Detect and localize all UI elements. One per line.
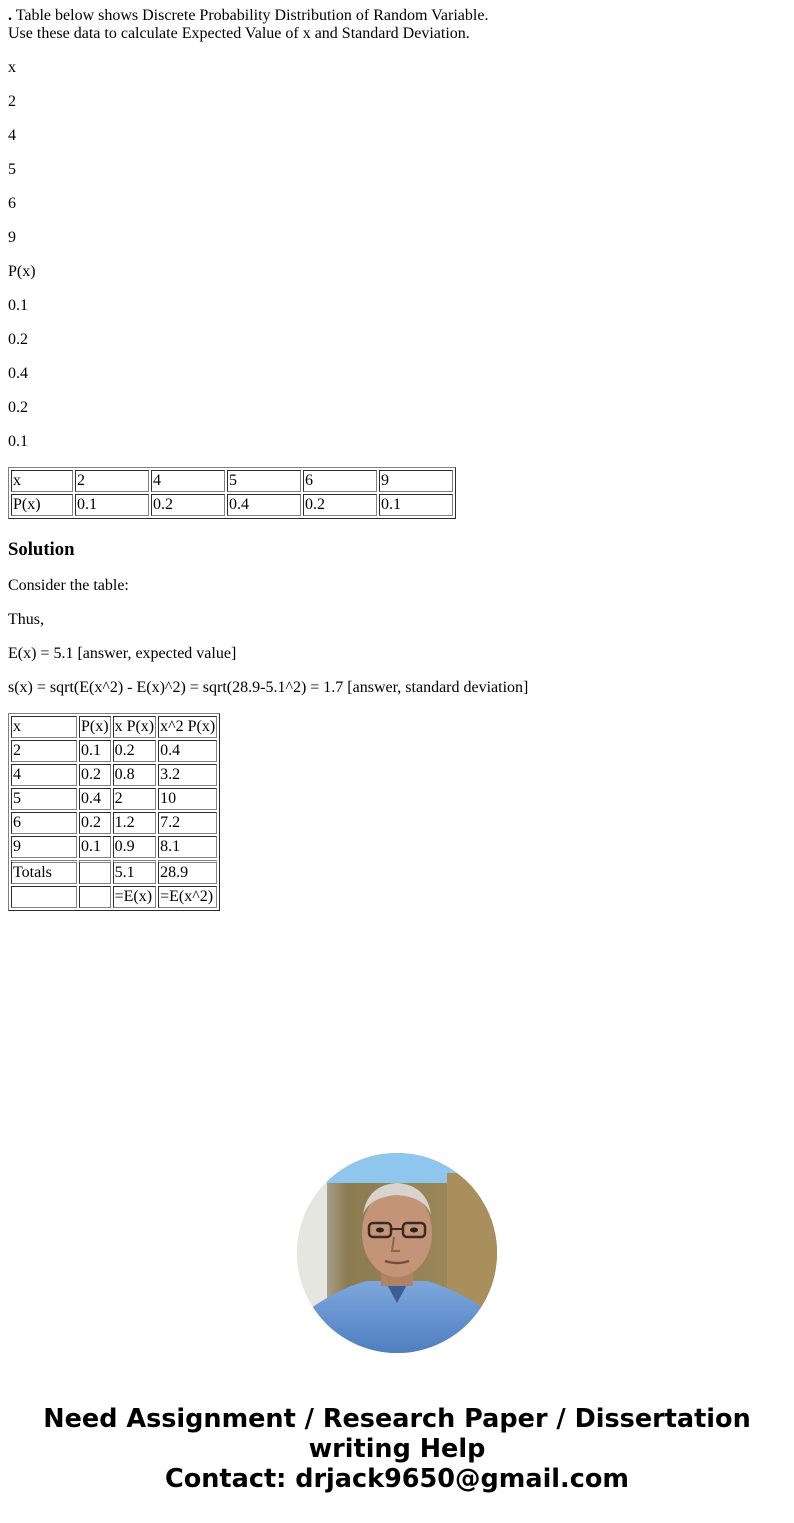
question-text (8, 7, 778, 43)
solution-heading: Solution (8, 539, 75, 560)
table-cell: 2 (75, 470, 149, 492)
table-header-cell: x^2 P(x) (158, 716, 217, 738)
table-cell: 1.2 (113, 812, 157, 834)
table-cell: 8.1 (158, 836, 217, 858)
table-cell: 0.2 (303, 494, 377, 516)
table-cell: 0.9 (113, 836, 157, 858)
table-cell: 9 (379, 470, 453, 492)
question-prefix: . (8, 7, 12, 24)
promo-contact: Contact: drjack9650@gmail.com (165, 1464, 629, 1494)
table-cell: 6 (303, 470, 377, 492)
plain-value: 6 (8, 195, 16, 212)
author-photo-icon (297, 1153, 497, 1353)
plain-value: 0.2 (8, 331, 28, 348)
table-cell (79, 886, 111, 908)
table-cell: 7.2 (158, 812, 217, 834)
solution-consider: Consider the table: (8, 577, 129, 594)
table-row (11, 470, 453, 492)
promo-line-2: writing Help (308, 1434, 486, 1464)
plain-value: P(x) (8, 263, 36, 280)
table-cell: 5 (11, 788, 77, 810)
expected-value-line: E(x) = 5.1 [answer, expected value] (8, 645, 237, 662)
table-row (11, 788, 217, 810)
table-cell: =E(x^2) (158, 886, 217, 908)
table-header-row (11, 716, 217, 738)
table-row (11, 812, 217, 834)
question-line-1: Table below shows Discrete Probability Distribution of Random Variable. (12, 7, 489, 24)
table-cell: 9 (11, 836, 77, 858)
table-cell: 0.8 (113, 764, 157, 786)
table-cell (11, 886, 77, 908)
plain-value: 0.2 (8, 399, 28, 416)
promo-line-1: Need Assignment / Research Paper / Dissertation (43, 1404, 751, 1434)
table-cell: 28.9 (158, 860, 217, 884)
plain-value: 0.1 (8, 297, 28, 314)
author-avatar (297, 1153, 497, 1353)
table-cell: 0.2 (79, 764, 111, 786)
table-cell: 0.2 (151, 494, 225, 516)
plain-value: 0.1 (8, 433, 28, 450)
solution-thus: Thus, (8, 611, 44, 628)
notes-row (11, 886, 217, 908)
table-cell: =E(x) (113, 886, 157, 908)
table-row (11, 836, 217, 858)
table-cell: 4 (151, 470, 225, 492)
plain-value: 9 (8, 229, 16, 246)
table-cell: P(x) (11, 494, 73, 516)
table-cell: 0.4 (158, 740, 217, 762)
plain-value: 5 (8, 161, 16, 178)
table-cell: 10 (158, 788, 217, 810)
plain-value: 4 (8, 127, 16, 144)
table-cell: 3.2 (158, 764, 217, 786)
table-cell: x (11, 470, 73, 492)
table-cell: 2 (113, 788, 157, 810)
table-cell: 2 (11, 740, 77, 762)
table-cell: 0.2 (79, 812, 111, 834)
table-cell: 0.2 (113, 740, 157, 762)
document-body (8, 7, 778, 911)
table-cell: 5 (227, 470, 301, 492)
table-cell: 0.1 (75, 494, 149, 516)
plain-value: 2 (8, 93, 16, 110)
table-cell: 0.4 (79, 788, 111, 810)
table-row (11, 764, 217, 786)
table-row (11, 494, 453, 516)
question-line-2: Use these data to calculate Expected Value of x and Standard Deviation. (8, 25, 470, 42)
plain-value: 0.4 (8, 365, 28, 382)
table-cell: 6 (11, 812, 77, 834)
table-cell: Totals (11, 860, 77, 884)
table-cell: 5.1 (113, 860, 157, 884)
promo-banner (0, 1404, 794, 1494)
table-cell: 4 (11, 764, 77, 786)
table-cell: 0.1 (79, 740, 111, 762)
table-header-cell: P(x) (79, 716, 111, 738)
plain-value: x (8, 59, 16, 76)
standard-deviation-line: s(x) = sqrt(E(x^2) - E(x)^2) = sqrt(28.9-5.1^2) = 1.7 [answer, standard deviation] (8, 679, 529, 696)
distribution-table (8, 467, 456, 519)
calculation-table (8, 713, 220, 911)
totals-row (11, 860, 217, 884)
table-row (11, 740, 217, 762)
table-header-cell: x (11, 716, 77, 738)
table-cell: 0.1 (379, 494, 453, 516)
table-cell: 0.4 (227, 494, 301, 516)
table-cell: 0.1 (79, 836, 111, 858)
table-header-cell: x P(x) (113, 716, 157, 738)
table-cell (79, 860, 111, 884)
